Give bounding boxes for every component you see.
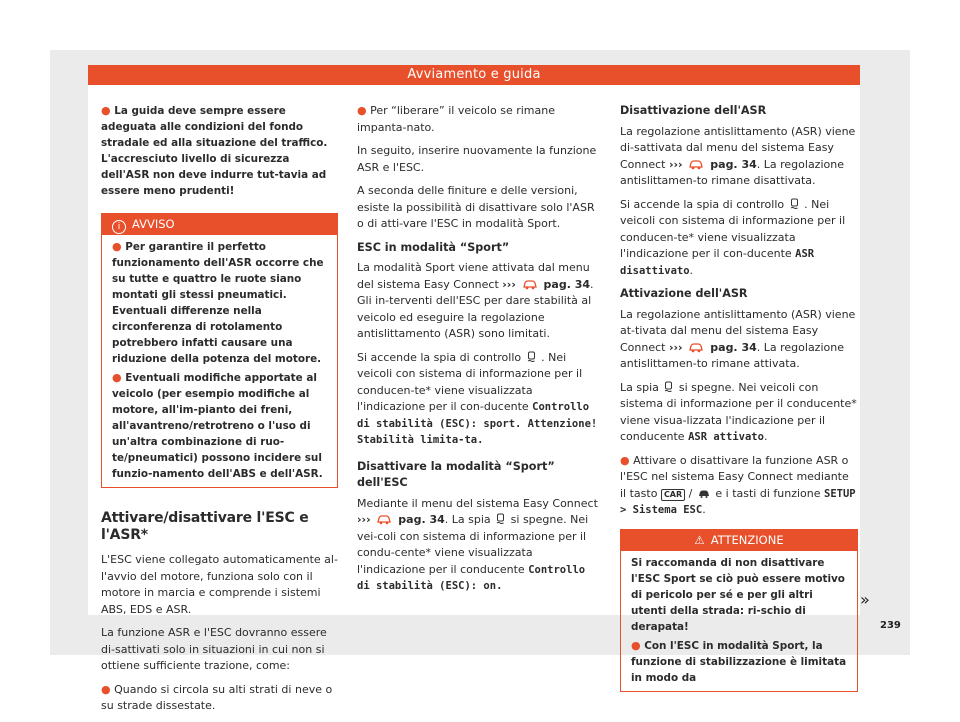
display-message: ASR disattivato [620,248,815,277]
asr-warning-light-icon [664,381,673,393]
info-icon: i [112,220,126,234]
car-manual-icon [688,342,704,353]
avviso-item: ● Eventuali modifiche apportate al veicolo (per esempio modifiche al motore, all'im-pianto dei freni, all'avantreno/retrotreno o l'uso di un'altra combinazione di ruo-te/pneumatici) possono incidere sul funzio-namento dell'ABS e dell'ASR. [112,371,323,480]
avviso-header: i AVVISO [102,214,337,235]
attenzione-header: ⚠ ATTENZIONE [621,530,857,551]
page-ref-link[interactable]: ››› pag. 34 [668,157,757,171]
warning-triangle-icon: ⚠ [694,532,705,547]
esc-warning-light-icon [496,513,505,525]
subheading: Disattivazione dell'ASR [620,104,767,117]
column-3 [620,103,858,692]
continue-mark: » [860,590,870,609]
attenzione-item: ● Con l'ESC in modalità Sport, la funzione di stabilizzazione è limitata in modo da [631,638,847,684]
attenzione-text: Si raccomanda di non disattivare l'ESC Sport se ciò può essere motivo di pericolo per sé e per gli altri utenti della strada: ri-schio di derapata! [631,556,845,633]
column-1 [101,103,338,722]
paragraph: A seconda delle finiture e delle versioni, esiste la possibilità di disattivare solo l'ASR o di atti-vare l'ESC in modalità Sport. [357,184,595,230]
avviso-item: ● Per garantire il perfetto funzionamento dell'ASR occorre che su tutte e quattro le ruote siano montati gli stessi pneumatici. Eventuali differenze nella circonferenza di rotolamento potrebbero infatti causare una riduzione della potenza del motore. [112,240,324,365]
paragraph: Si accende la spia di controllo . Nei veicoli con sistema di informazione per il conducen-te* viene visualizzata l'indicazione per il con-ducente ASR disattivato. [620,197,846,277]
chapter-header: Avviamento e guida [88,65,860,85]
bullet-item: ● Quando si circola su alti strati di neve o su strade dissestate. [101,682,333,712]
menu-path: SETUP > Sistema ESC [620,487,856,516]
car-manual-icon [522,279,538,290]
car-manual-icon [688,159,704,170]
subheading: Attivazione dell'ASR [620,287,748,300]
bullet-item: ● Per “liberare” il veicolo se rimane impanta-nato. [357,104,555,134]
page-number: 239 [880,620,901,631]
page-ref-link[interactable]: ››› pag. 34 [668,340,757,354]
paragraph: Mediante il menu del sistema Easy Connect ››› pag. 34. La spia si spegne. Nei vei-coli con sistema di informazione per il condu-cente* viene visualizzata l'indicazione per il conducente Controllo di stabilità (ESC): on. [357,496,598,592]
car-button-icon: CAR [661,489,685,501]
column-2 [357,103,601,602]
vehicle-menu-icon [698,489,710,499]
asr-warning-light-icon [790,198,799,210]
paragraph: In seguito, inserire nuovamente la funzione ASR e l'ESC. [357,144,597,174]
paragraph: La regolazione antislittamento (ASR) viene di-sattivata dal menu del sistema Easy Connect ››› pag. 34. La regolazione antislittamen-to rimane disattivata. [620,124,856,187]
paragraph: La modalità Sport viene attivata dal menu del sistema Easy Connect ››› pag. 34. Gli in-terventi dell'ESC per dare stabilità al veicolo ed eseguire la regolazione antislittamento (ASR) sono limitati. [357,261,594,340]
attenzione-box [620,529,858,692]
intro-bullet: ● La guida deve sempre essere adeguata alle condizioni del fondo stradale ed alla situazione del traffico. L'accresciuto livello di sicurezza dell'ASR non deve indurre tut-tavia ad essere meno prudenti! [101,104,328,197]
paragraph: La funzione ASR e l'ESC dovranno essere di-sattivati solo in situazioni in cui non si ottiene sufficiente trazione, come: [101,626,327,672]
avviso-box [101,213,338,488]
bullet-dot-icon: ● [101,104,111,117]
car-manual-icon [376,514,392,525]
display-message: Controllo di stabilità (ESC): on. [357,563,586,592]
paragraph: La spia si spegne. Nei veicoli con sistema di informazione per il conducente* viene visua-lizzata l'indicazione per il conducente ASR attivato. [620,380,857,443]
display-message: ASR attivato [688,431,764,443]
page-ref-link[interactable]: ››› pag. 34 [357,513,445,526]
page-ref-link[interactable]: ››› pag. 34 [502,277,591,291]
display-message: Controllo di stabilità (ESC): sport. Attenzione! Stabilità limita-ta. [357,401,598,446]
bullet-item: ● Attivare o disattivare la funzione ASR o l'ESC nel sistema Easy Connect mediante il tasto CAR / e i tasti di funzione SETUP > Sistema ESC. [620,453,856,516]
paragraph: La regolazione antislittamento (ASR) viene at-tivata dal menu del sistema Easy Connect ››› pag. 34. La regolazione antislittamen-to rimane attivata. [620,307,856,370]
subheading: ESC in modalità “Sport” [357,240,510,254]
esc-warning-light-icon [527,351,536,363]
paragraph: Si accende la spia di controllo . Nei veicoli con sistema di informazione per il conducen-te* viene visualizzata l'indicazione per il con-ducente Controllo di stabilità (ESC): sport. Attenzione! Stabilità limita-ta. [357,350,598,446]
paragraph: L'ESC viene collegato automaticamente al-l'avvio del motore, funziona solo con il motore in marcia e comprende i sistemi ABS, EDS e ASR. [101,553,338,616]
subheading: Disattivare la modalità “Sport” dell'ESC [357,459,555,489]
section-title: Attivare/disattivare l'ESC e l'ASR* [101,510,309,543]
